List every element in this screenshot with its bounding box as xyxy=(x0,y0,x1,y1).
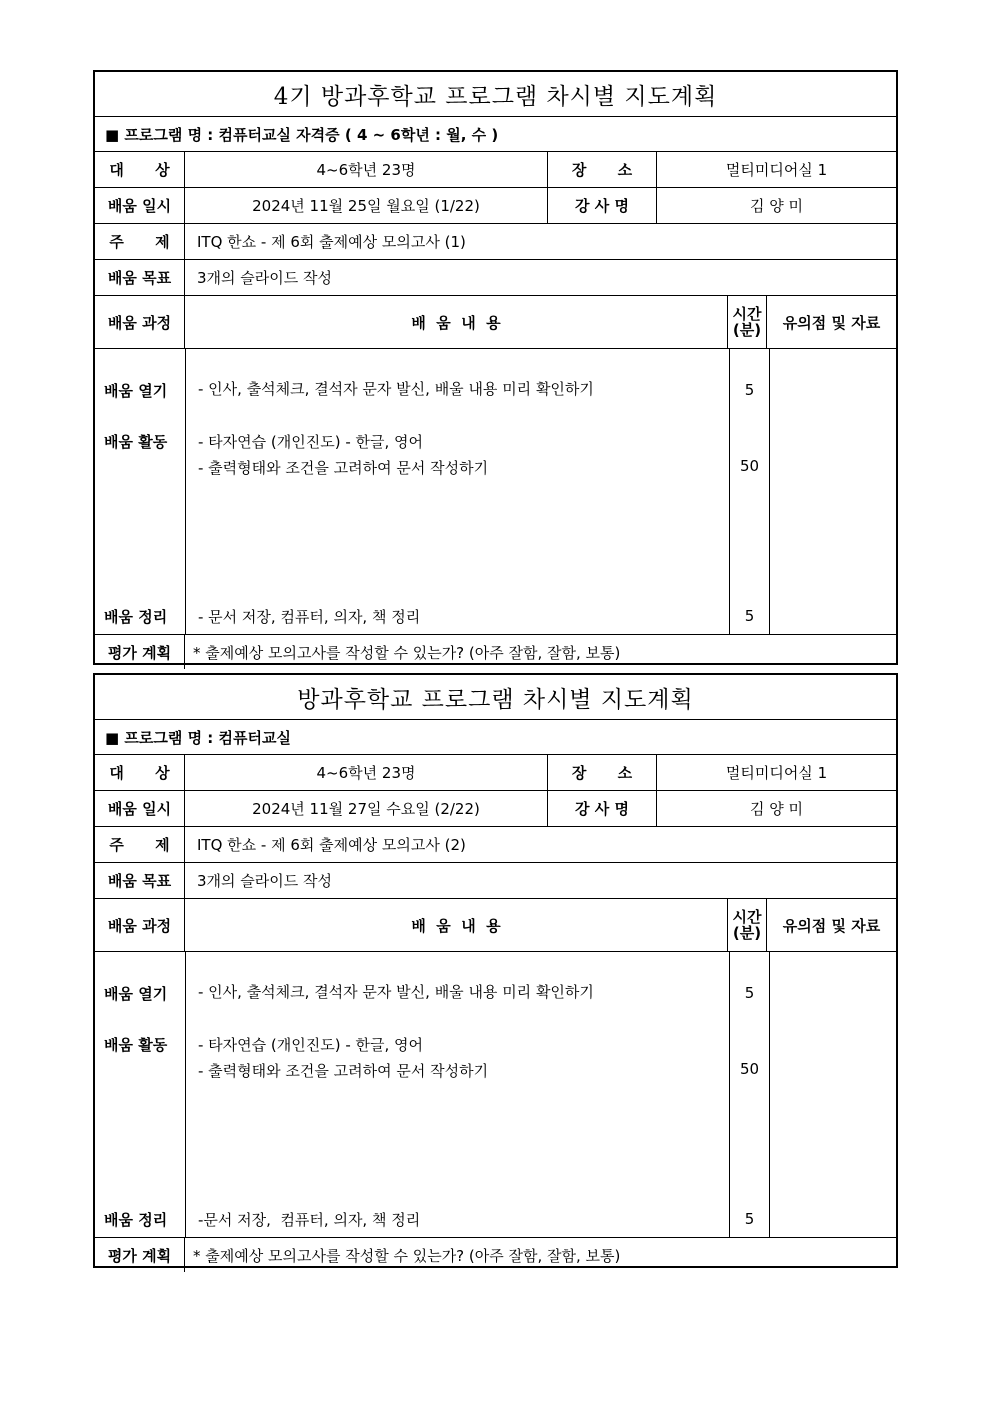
eval-label: 평가 계획 xyxy=(95,1238,185,1272)
content-header: 배 움 내 용 xyxy=(185,296,728,348)
close-time: 5 xyxy=(744,607,755,625)
notes-body xyxy=(770,952,896,1237)
teacher-label: 강 사 명 xyxy=(548,188,657,223)
date-label: 배움 일시 xyxy=(95,791,185,826)
date-row xyxy=(95,188,896,224)
target-value: 4~6학년 23명 xyxy=(185,755,548,790)
goal-row xyxy=(95,260,896,296)
close-text: -문서 저장, 컴퓨터, 의자, 책 정리 xyxy=(198,1211,421,1229)
activity-text-1: - 타자연습 (개인진도) - 한글, 영어 xyxy=(198,1036,424,1054)
target-value: 4~6학년 23명 xyxy=(185,152,548,187)
teacher-value: 김 양 미 xyxy=(749,197,803,215)
time-header xyxy=(728,899,767,951)
time-header xyxy=(728,296,767,348)
process-label: 배움 과정 xyxy=(95,899,185,951)
target-row xyxy=(95,755,896,791)
close-text: - 문서 저장, 컴퓨터, 의자, 책 정리 xyxy=(198,608,421,626)
target-row xyxy=(95,152,896,188)
activity-label: 배움 활동 xyxy=(104,1036,168,1054)
activity-time: 50 xyxy=(739,457,760,475)
topic-value: ITQ 한쇼 - 제 6회 출제예상 모의고사 (2) xyxy=(197,836,466,854)
stage-times xyxy=(730,349,770,634)
activity-text-2: - 출력형태와 조건을 고려하여 문서 작성하기 xyxy=(198,459,489,477)
open-text: - 인사, 출석체크, 결석자 문자 발신, 배울 내용 미리 확인하기 xyxy=(198,380,594,398)
eval-value: * 출제예상 모의고사를 작성할 수 있는가? (아주 잘함, 잘함, 보통) xyxy=(193,1246,621,1265)
date-row xyxy=(95,791,896,827)
place-label: 장 소 xyxy=(548,755,657,790)
eval-label: 평가 계획 xyxy=(95,635,185,669)
content-header: 배 움 내 용 xyxy=(185,899,728,951)
place-value: 멀티미디어실 1 xyxy=(725,161,828,179)
process-label: 배움 과정 xyxy=(95,296,185,348)
activity-time: 50 xyxy=(739,1060,760,1078)
notes-body xyxy=(770,349,896,634)
eval-row xyxy=(95,635,896,669)
topic-row xyxy=(95,224,896,260)
eval-row xyxy=(95,1238,896,1272)
process-header-row xyxy=(95,899,896,952)
open-text: - 인사, 출석체크, 결석자 문자 발신, 배울 내용 미리 확인하기 xyxy=(198,983,594,1001)
place-value: 멀티미디어실 1 xyxy=(725,764,828,782)
goal-label: 배움 목표 xyxy=(95,260,185,295)
activity-text-1: - 타자연습 (개인진도) - 한글, 영어 xyxy=(198,433,424,451)
stage-contents xyxy=(186,952,730,1237)
close-label: 배움 정리 xyxy=(104,608,168,626)
topic-label: 주 제 xyxy=(95,224,185,259)
open-label: 배움 열기 xyxy=(104,382,168,400)
date-label: 배움 일시 xyxy=(95,188,185,223)
target-label: 대 상 xyxy=(95,755,185,790)
open-label: 배움 열기 xyxy=(104,985,168,1003)
target-label: 대 상 xyxy=(95,152,185,187)
time-header-line2: (분) xyxy=(732,924,762,942)
close-label: 배움 정리 xyxy=(104,1211,168,1229)
plan-title: 4기 방과후학교 프로그램 차시별 지도계획 xyxy=(95,72,896,117)
time-header-line2: (분) xyxy=(732,321,762,339)
date-value: 2024년 11월 25일 월요일 (1/22) xyxy=(185,188,548,223)
topic-row xyxy=(95,827,896,863)
date-value: 2024년 11월 27일 수요일 (2/22) xyxy=(185,791,548,826)
open-time: 5 xyxy=(744,381,755,399)
process-header-row xyxy=(95,296,896,349)
teacher-label: 강 사 명 xyxy=(548,791,657,826)
program-name: ■ 프로그램 명 : 컴퓨터교실 xyxy=(95,720,896,755)
process-body-row xyxy=(95,952,896,1238)
activity-text-2: - 출력형태와 조건을 고려하여 문서 작성하기 xyxy=(198,1062,489,1080)
stage-times xyxy=(730,952,770,1237)
eval-value: * 출제예상 모의고사를 작성할 수 있는가? (아주 잘함, 잘함, 보통) xyxy=(193,643,621,662)
teacher-value: 김 양 미 xyxy=(749,800,803,818)
goal-row xyxy=(95,863,896,899)
program-name: ■ 프로그램 명 : 컴퓨터교실 자격증 ( 4 ~ 6학년 : 월, 수 ) xyxy=(95,117,896,152)
plan-title: 방과후학교 프로그램 차시별 지도계획 xyxy=(95,675,896,720)
stage-labels xyxy=(95,349,186,634)
goal-value: 3개의 슬라이드 작성 xyxy=(197,872,333,890)
lesson-plan-1 xyxy=(93,70,898,665)
topic-value: ITQ 한쇼 - 제 6회 출제예상 모의고사 (1) xyxy=(197,233,466,251)
stage-contents xyxy=(186,349,730,634)
notes-header: 유의점 및 자료 xyxy=(782,916,881,935)
place-label: 장 소 xyxy=(548,152,657,187)
lesson-plan-2 xyxy=(93,673,898,1268)
open-time: 5 xyxy=(744,984,755,1002)
time-header-line1: 시간 xyxy=(732,908,762,926)
goal-label: 배움 목표 xyxy=(95,863,185,898)
notes-header: 유의점 및 자료 xyxy=(782,313,881,332)
time-header-line1: 시간 xyxy=(732,305,762,323)
topic-label: 주 제 xyxy=(95,827,185,862)
activity-label: 배움 활동 xyxy=(104,433,168,451)
goal-value: 3개의 슬라이드 작성 xyxy=(197,269,333,287)
close-time: 5 xyxy=(744,1210,755,1228)
process-body-row xyxy=(95,349,896,635)
stage-labels xyxy=(95,952,186,1237)
